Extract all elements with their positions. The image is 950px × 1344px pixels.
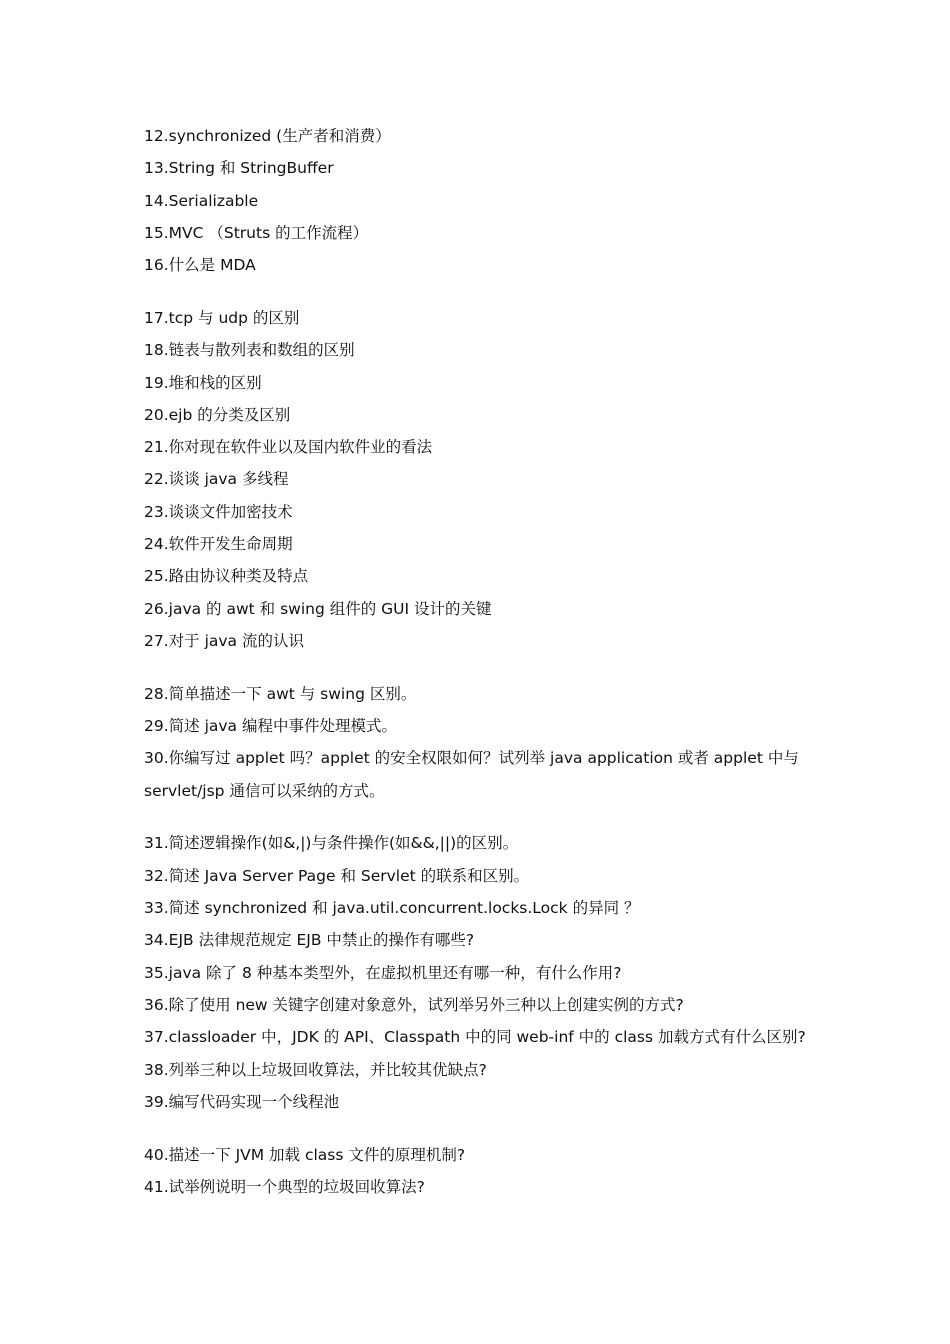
question-group-4 bbox=[144, 827, 844, 1118]
question-line: 38.列举三种以上垃圾回收算法，并比较其优缺点? bbox=[144, 1060, 487, 1079]
question-line: 30.你编写过 applet 吗？applet 的安全权限如何？试列举 java application 或者 applet 中与 bbox=[144, 749, 799, 768]
question-line: 22.谈谈 java 多线程 bbox=[144, 470, 289, 489]
question-line: 17.tcp 与 udp 的区别 bbox=[144, 308, 300, 327]
question-line: 12.synchronized (生产者和消费） bbox=[144, 127, 391, 145]
question-line: 39.编写代码实现一个线程池 bbox=[144, 1092, 340, 1111]
question-line: 29.简述 java 编程中事件处理模式。 bbox=[144, 717, 397, 736]
question-line: 37.classloader 中，JDK 的 API、Classpath 中的同 web-inf 中的 class 加载方式有什么区别? bbox=[144, 1028, 806, 1047]
question-line: 26.java 的 awt 和 swing 组件的 GUI 设计的关键 bbox=[144, 599, 492, 618]
question-group-2 bbox=[144, 302, 844, 657]
question-line: 14.Serializable bbox=[144, 191, 259, 210]
question-line: 25.路由协议种类及特点 bbox=[144, 567, 309, 586]
question-line: 18.链表与散列表和数组的区别 bbox=[144, 341, 355, 360]
question-list bbox=[144, 120, 844, 1203]
question-line: 33.简述 synchronized 和 java.util.concurrent.locks.Lock 的异同 ？ bbox=[144, 899, 640, 918]
question-line-continuation: servlet/jsp 通信可以采纳的方式。 bbox=[144, 781, 385, 800]
question-group-1 bbox=[144, 120, 844, 281]
question-line: 16.什么是 MDA bbox=[144, 256, 256, 275]
question-line: 20.ejb 的分类及区别 bbox=[144, 405, 291, 424]
question-line: 27.对于 java 流的认识 bbox=[144, 631, 304, 650]
question-line: 36.除了使用 new 关键字创建对象意外，试列举另外三种以上创建实例的方式? bbox=[144, 995, 684, 1014]
question-line: 28.简单描述一下 awt 与 swing 区别。 bbox=[144, 684, 417, 703]
question-line: 35.java 除了 8 种基本类型外，在虚拟机里还有哪一种，有什么作用? bbox=[144, 963, 622, 982]
question-line: 21.你对现在软件业以及国内软件业的看法 bbox=[144, 438, 433, 457]
question-group-5 bbox=[144, 1139, 844, 1204]
question-line: 31.简述逻辑操作(如&,|)与条件操作(如&&,||)的区别。 bbox=[144, 834, 519, 853]
question-line: 13.String 和 StringBuffer bbox=[144, 159, 334, 178]
question-line: 41.试举例说明一个典型的垃圾回收算法? bbox=[144, 1177, 425, 1196]
question-line: 40.描述一下 JVM 加载 class 文件的原理机制? bbox=[144, 1145, 466, 1164]
question-group-3 bbox=[144, 678, 844, 807]
question-line: 15.MVC （Struts 的工作流程） bbox=[144, 223, 369, 242]
question-line: 34.EJB 法律规范规定 EJB 中禁止的操作有哪些? bbox=[144, 931, 475, 950]
question-line: 23.谈谈文件加密技术 bbox=[144, 502, 293, 521]
question-line: 19.堆和栈的区别 bbox=[144, 373, 262, 392]
question-line: 24.软件开发生命周期 bbox=[144, 535, 293, 554]
question-line: 32.简述 Java Server Page 和 Servlet 的联系和区别。 bbox=[144, 866, 530, 885]
